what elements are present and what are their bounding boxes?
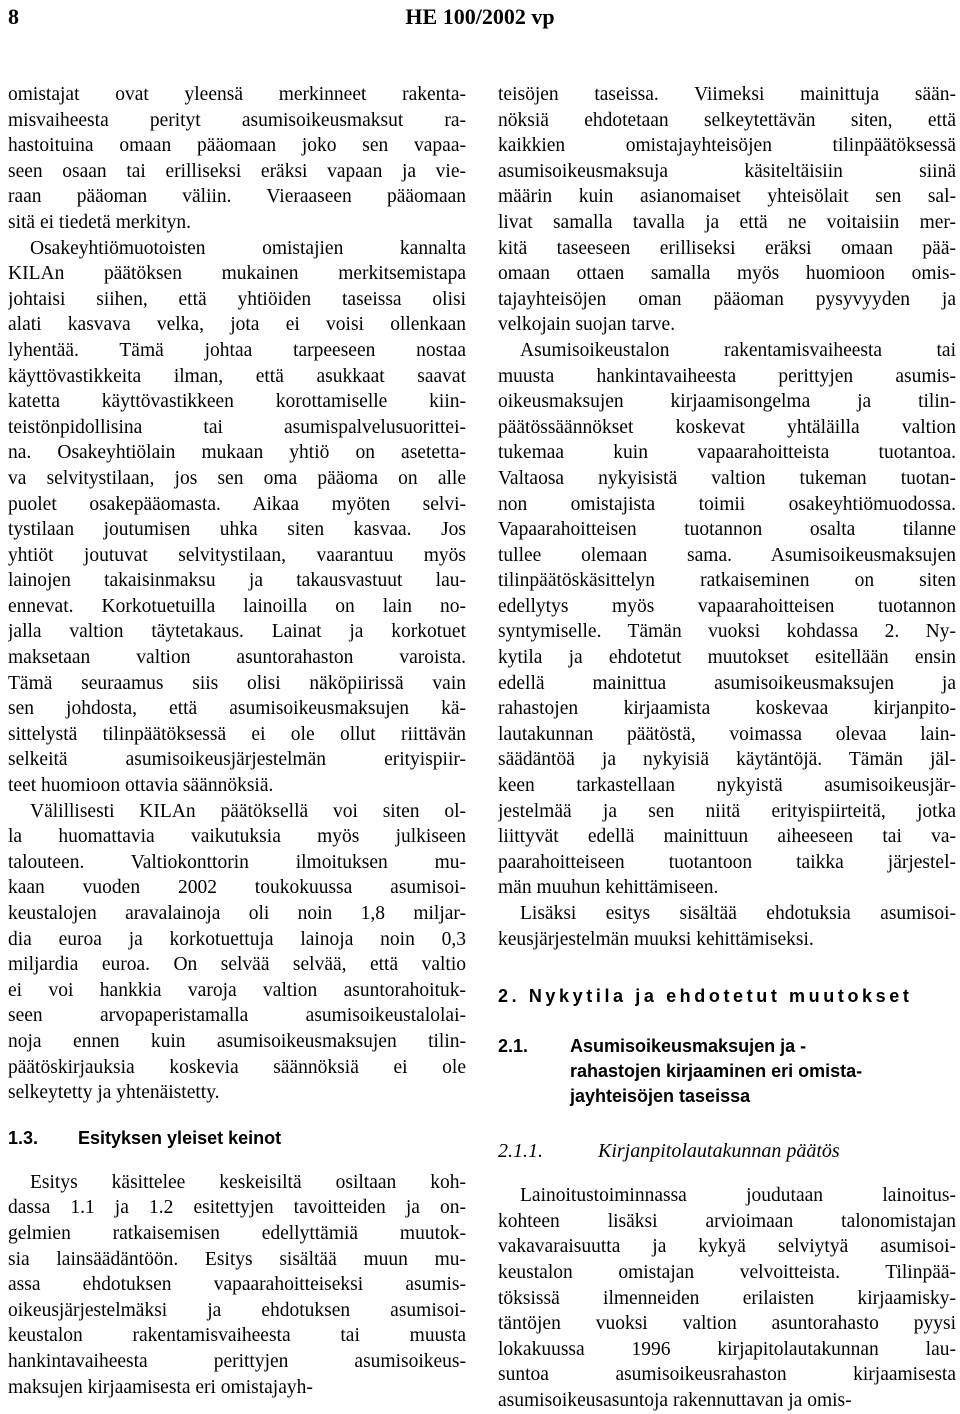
text-line: säädäntöä ja nykyisiä käytäntöjä. Tämän jäl- (498, 749, 956, 771)
text-line: lautakunnan päätöstä, voimassa olevaa lain- (498, 723, 956, 745)
text-line: teistönpidollisina tai asumispalvelusuoritteі- (8, 416, 466, 438)
sub-subheading (498, 1137, 956, 1165)
text-line: dia euroa ja korkotuettuja lainoja noin 0,3 (8, 928, 466, 950)
page-number: 8 (8, 4, 19, 29)
paragraph (8, 1170, 466, 1400)
text-line: rahastojen kirjaamista koskevaa kirjanpito- (498, 698, 956, 720)
paragraph (8, 82, 466, 236)
text-line: jalla valtion täytetakaus. Lainat ja korkotuet (8, 621, 466, 643)
text-line: va selvitystilaan, jos sen oma pääoma on alle (8, 467, 466, 489)
text-line: dassa 1.1 ja 1.2 esitettyjen tavoitteiden ja on- (8, 1197, 466, 1219)
paragraph (498, 82, 956, 338)
sub-subheading-title: Kirjanpitolautakunnan päätös (598, 1140, 840, 1163)
text-line: seen arvopaperistamalla asumisoikeustalolai- (8, 1005, 466, 1027)
text-line: asumisoikeusasuntoja rakennuttavan ja omis- (498, 1389, 852, 1411)
text-line: tystilaan joutumisen uhka siten kasvaa. Jos (8, 519, 466, 541)
paragraph (498, 1183, 956, 1413)
text-line: päätössäännökset koskevat yhtäläilla valtion (498, 416, 956, 438)
subheading-line: Asumisoikeusmaksujen ja - (570, 1036, 807, 1057)
text-line: omaan ottaen samalla myös huomioon omis- (498, 263, 956, 285)
text-line: omistajat ovat yleensä merkinneet rakenta- (8, 84, 466, 105)
text-line: jestelmää ja sen niitä erityispiirteitä, jotka (498, 800, 956, 822)
left-column (8, 82, 466, 1400)
section-title: Esityksen yleiset keinot (78, 1127, 282, 1148)
text-line: Esitys käsittelee keskeisiltä osiltaan koh- (30, 1171, 466, 1193)
text-line: la huomattavia vaikutuksia myös julkiseen (8, 826, 466, 848)
text-line: määrin kuin asianomaiset yhteisölait sen sal- (498, 186, 956, 208)
subheading-number: 2.1. (498, 1036, 529, 1057)
text-line: seen osaan tai erilliseksi eräksi vapaan ja vie- (8, 160, 466, 182)
paragraph (498, 901, 956, 952)
text-line: teisöjen taseissa. Viimeksi mainittuja sään- (498, 84, 956, 105)
text-line: gelmien ratkaisemisen edellyttämiä muutok- (8, 1222, 466, 1244)
text-line: keustalon omistajan velvoitteista. Tilinpää- (498, 1261, 956, 1283)
text-line: sitä ei tiedetä merkityn. (8, 211, 192, 233)
text-line: Valtaosa nykyisistä valtion tukeman tuotan- (498, 467, 956, 489)
text-line: misvaiheesta perityt asumisoikeusmaksut ra- (8, 109, 466, 131)
text-line: raan pääoman väliin. Vieraaseen pääomaan (8, 186, 466, 208)
text-line: töksissä ilmenneiden erilaisten kirjaamisky- (498, 1287, 956, 1309)
text-line: kohteen lisäksi arvioimaan talonomistajan (498, 1210, 956, 1232)
text-line: noja ennen kuin asumisoikeusmaksujen tilin- (8, 1030, 466, 1052)
text-line: käyttövastikkeita ilman, että asukkaat saavat (8, 365, 466, 387)
subheading-line: rahastojen kirjaaminen eri omista- (570, 1061, 863, 1082)
text-line: miljardia euroa. On selvää selvää, että valtio (8, 954, 466, 976)
text-line: hankintavaiheesta perittyjen asumisoikeus- (8, 1350, 466, 1372)
text-line: Lainoitustoiminnassa joudutaan lainoitus- (520, 1185, 956, 1207)
text-line: selkeitä asumisoikeusjärjestelmän erityispiir- (8, 749, 466, 771)
text-line: suntoa asumisoikeusrahaston kirjaamisesta (498, 1364, 956, 1386)
text-line: teet huomioon ottavia säännöksiä. (8, 775, 274, 797)
subheading-line: jayhteisöjen taseissa (570, 1086, 751, 1107)
text-line: oikeusmaksujen kirjaamisongelma ja tilin- (498, 391, 956, 413)
text-line: kaikkien omistajayhteisöjen tilinpäätöksessä (498, 135, 956, 157)
text-line: yhtiöt joutuvat selvitystilaan, vaarantuu myös (8, 544, 466, 566)
text-line: män muuhun kehittämiseen. (498, 877, 719, 899)
text-line: oikeusjärjestelmäksi ja ehdotuksen asumisoi- (8, 1299, 466, 1321)
text-line: keustalon rakentamisvaiheesta tai muusta (8, 1325, 466, 1347)
text-line: paarahoitteiseen tuotantoon taikka järjestel- (498, 851, 956, 873)
text-line: tullee olemaan sama. Asumisoikeusmaksujen (498, 544, 956, 566)
text-line: maksetaan valtion asuntorahaston varoista. (8, 647, 466, 669)
section-heading (8, 1124, 466, 1152)
text-line: asumisoikeusmaksuja käsiteltäisiin siinä (498, 160, 956, 182)
text-line: velkojain suojan tarve. (498, 314, 676, 336)
document-id: HE 100/2002 vp (405, 4, 555, 29)
text-line: Lisäksi esitys sisältää ehdotuksia asumisoi- (520, 903, 956, 924)
text-line: Välillisesti KILAn päätöksellä voi siten ol- (30, 800, 466, 822)
text-line: ei voi hankkia varoja valtion asuntorahoituk- (8, 979, 466, 1001)
sub-subheading-number: 2.1.1. (498, 1140, 543, 1163)
page-header (0, 0, 960, 40)
text-line: keustalojen aravalainoja oli noin 1,8 miljar- (8, 903, 466, 924)
text-line: Vapaarahoitteisen tuotannon osalta tilanne (498, 519, 956, 541)
text-line: na. Osakeyhtiölain mukaan yhtiö on asetetta- (8, 442, 466, 464)
text-line: tajayhteisöjen oman pääoman pysyvyyden ja (498, 288, 956, 310)
text-line: hastoituina omaan pääomaan joko sen vapaa- (8, 135, 466, 157)
text-line: kytila ja ehdotetut muutokset esitellään ensin (498, 647, 956, 669)
paragraph (498, 338, 956, 901)
text-line: tukemaa kuin vapaarahoitteista tuotantoa. (498, 442, 956, 464)
text-line: puolet osakepääomasta. Aikaa myöten selvi- (8, 493, 466, 515)
text-line: päätöskirjauksia koskevia säännöksiä ei ole (8, 1056, 466, 1078)
text-line: kaan vuoden 2002 toukokuussa asumisoi- (8, 877, 466, 899)
text-line: nöksiä ehdotetaan selkeytettävän siten, että (498, 109, 956, 131)
text-line: KILAn päätöksen mukainen merkitsemistapa (8, 263, 466, 285)
text-line: johtaisi siihen, että yhtiöiden taseissa olisi (8, 288, 466, 310)
paragraph (8, 799, 466, 1106)
right-column (498, 82, 956, 1414)
text-line: non omistajista toimii osakeyhtiömuodossa. (498, 493, 956, 515)
text-line: syntymiselle. Tämän vuoksi kohdassa 2. Ny- (498, 621, 956, 643)
text-line: sia lainsäädäntöön. Esitys sisältää muun mu- (8, 1248, 466, 1270)
text-line: liittyvät edellä mainittuun aiheeseen tai va- (498, 826, 956, 848)
text-line: katetta käyttövastikkeen korottamiselle kiin- (8, 391, 466, 413)
text-line: Asumisoikeustalon rakentamisvaiheesta tai (520, 339, 956, 361)
subheading (498, 1034, 956, 1109)
text-line: edellytys myös vapaarahoitteisen tuotannon (498, 595, 956, 617)
text-line: kitä taseeseen erilliseksi eräksi omaan pää- (498, 237, 956, 259)
text-line: lyhentää. Tämä johtaa tarpeeseen nostaa (8, 339, 466, 361)
chapter-heading: 2. Nykytila ja ehdotetut muutokset (498, 986, 913, 1007)
text-line: selkeytetty ja yhtenäistetty. (8, 1082, 220, 1104)
paragraph (8, 236, 466, 799)
text-line: ennevat. Korkotuetuilla lainoilla on lain no- (8, 595, 466, 617)
text-line: keusjärjestelmän muuksi kehittämiseksi. (498, 928, 814, 950)
text-line: keen tarkastellaan nykyistä asumisoikeusjär- (498, 775, 956, 797)
text-line: täntöjen vuoksi valtion asuntorahasto pyysi (498, 1313, 956, 1335)
text-line: Tämä seuraamus siis olisi näköpiirissä vain (8, 672, 466, 694)
text-line: muusta hankintavaiheesta perittyjen asumis- (498, 365, 956, 387)
text-line: talouteen. Valtiokonttorin ilmoituksen mu- (8, 851, 466, 873)
text-line: maksujen kirjaamisesta eri omistajayh- (8, 1376, 313, 1398)
text-line: assa ehdotuksen vapaarahoitteiseksi asumis- (8, 1274, 466, 1296)
text-line: sen johdosta, että asumisoikeusmaksujen kä- (8, 698, 466, 720)
section-number: 1.3. (8, 1127, 39, 1148)
text-line: lokakuussa 1996 kirjapitolautakunnan lau- (498, 1338, 956, 1360)
text-line: edellä mainittua asumisoikeusmaksujen ja (498, 672, 956, 694)
text-line: vakavaraisuutta ja kykyä selviytyä asumisoi- (498, 1236, 956, 1258)
text-line: alati kasvava velka, jota ei voisi ollenkaan (8, 314, 466, 336)
text-line: tilinpäätöskäsittelyn ratkaiseminen on siten (498, 570, 956, 592)
text-line: livat samalla tavalla ja että ne voitaisiin mer- (498, 211, 956, 233)
text-line: lainojen takaisinmaksu ja takausvastuut lau- (8, 570, 466, 592)
text-line: sittelystä tilinpäätöksessä ei ole ollut riittävän (8, 723, 466, 745)
text-line: Osakeyhtiömuotoisten omistajien kannalta (30, 237, 466, 259)
